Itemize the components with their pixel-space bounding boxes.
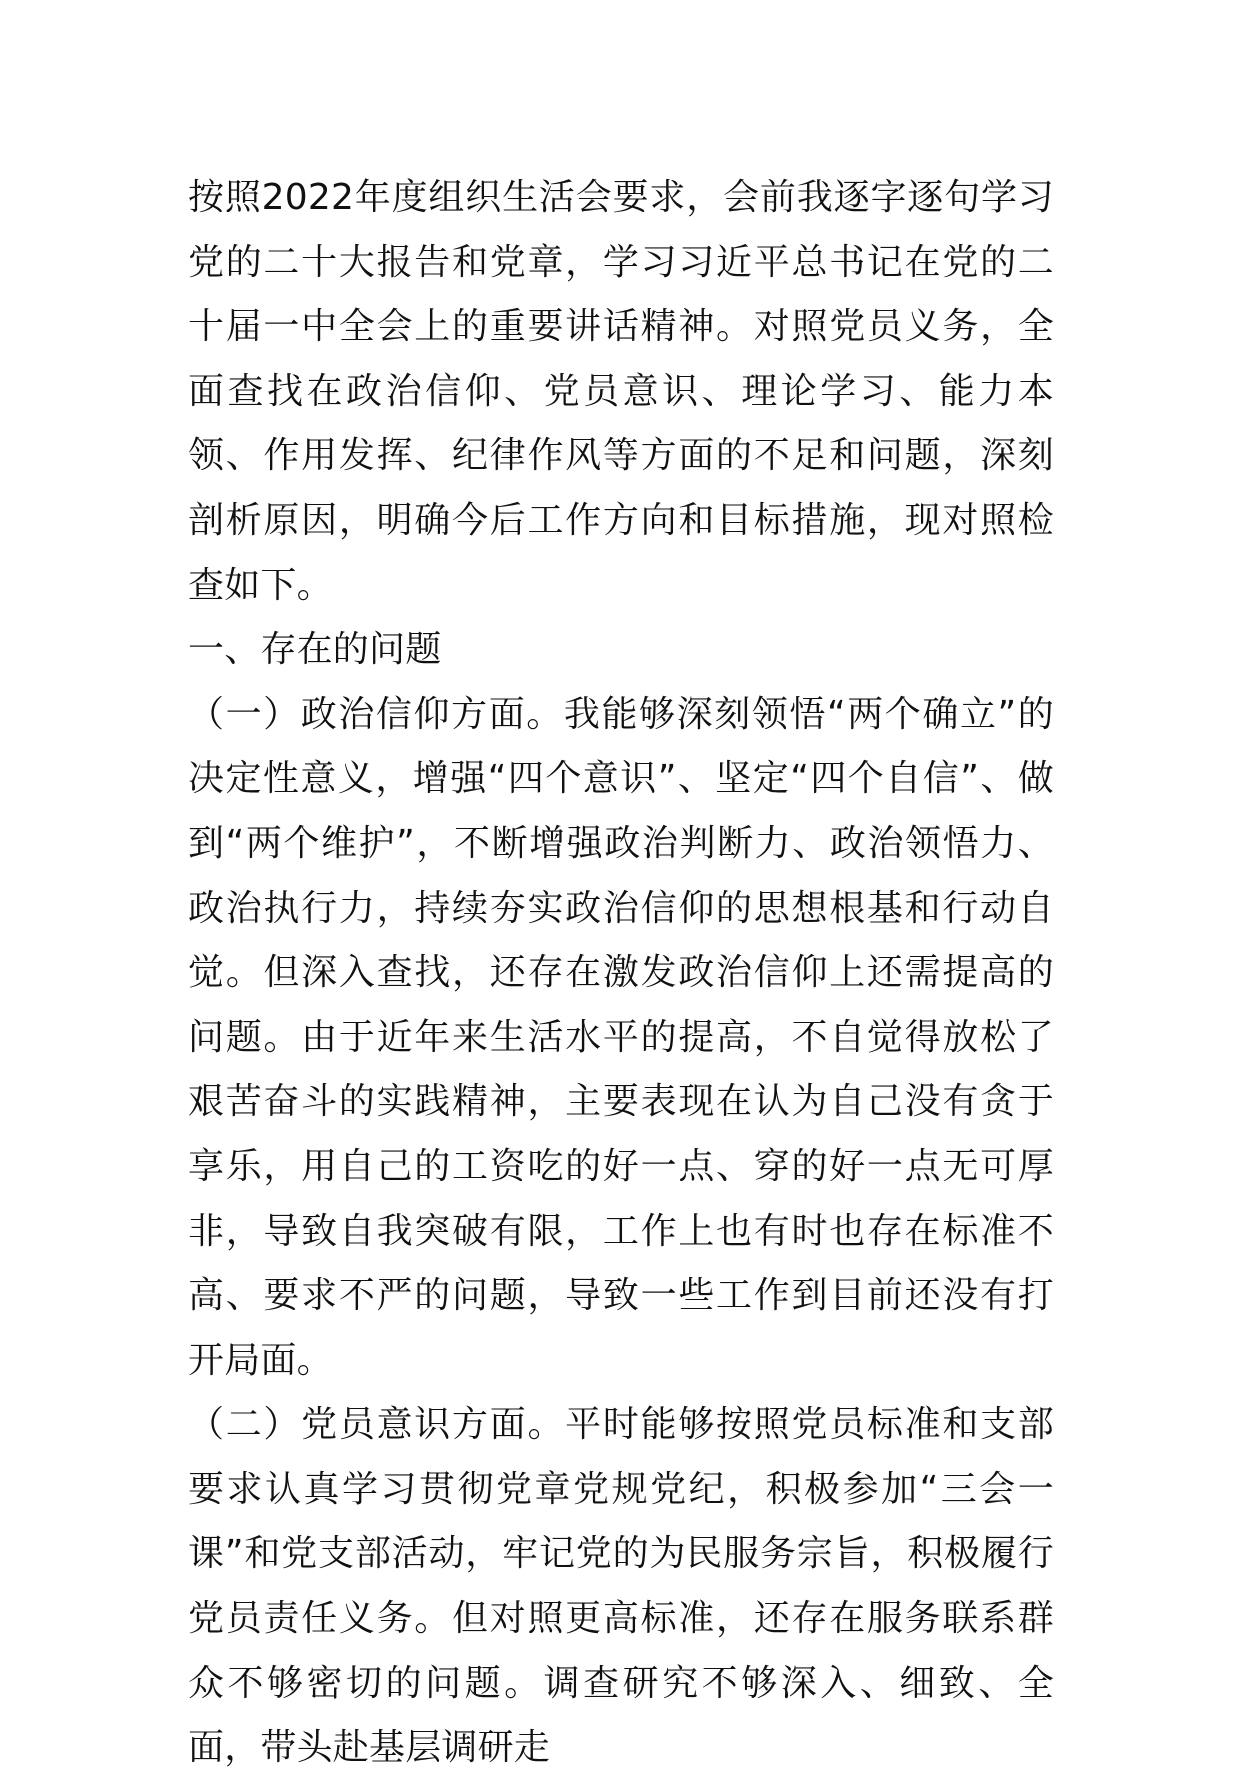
section-heading-problems: 一、存在的问题 xyxy=(188,629,442,671)
paragraph-party-awareness: （二）党员意识方面。平时能够按照党员标准和支部要求认真学习贯彻党章党规党纪，积极参加“三会一课”和党支部活动，牢记党的为民服务宗旨，积极履行党员责任义务。但对照更高标准，还存在服务联系群众不够密切的问题。调查研究不够深入、细致、全面，带头赴基层调研走 xyxy=(188,1404,1054,1769)
paragraph-political-belief: （一）政治信仰方面。我能够深刻领悟“两个确立”的决定性意义，增强“四个意识”、坚定“四个自信”、做到“两个维护”，不断增强政治判断力、政治领悟力、政治执行力，持续夯实政治信仰的思想根基和行动自觉。但深入查找，还存在激发政治信仰上还需提高的问题。由于近年来生活水平的提高，不自觉得放松了艰苦奋斗的实践精神，主要表现在认为自己没有贪于享乐，用自己的工资吃的好一点、穿的好一点无可厚非，导致自我突破有限，工作上也有时也存在标准不高、要求不严的问题，导致一些工作到目前还没有打开局面。 xyxy=(188,693,1054,1381)
document-body xyxy=(188,166,1054,1781)
intro-paragraph: 按照2022年度组织生活会要求，会前我逐字逐句学习党的二十大报告和党章，学习习近平总书记在党的二十届一中全会上的重要讲话精神。对照党员义务，全面查找在政治信仰、党员意识、理论学习、能力本领、作用发挥、纪律作风等方面的不足和问题，深刻剖析原因，明确今后工作方向和目标措施，现对照检查如下。 xyxy=(188,177,1054,606)
